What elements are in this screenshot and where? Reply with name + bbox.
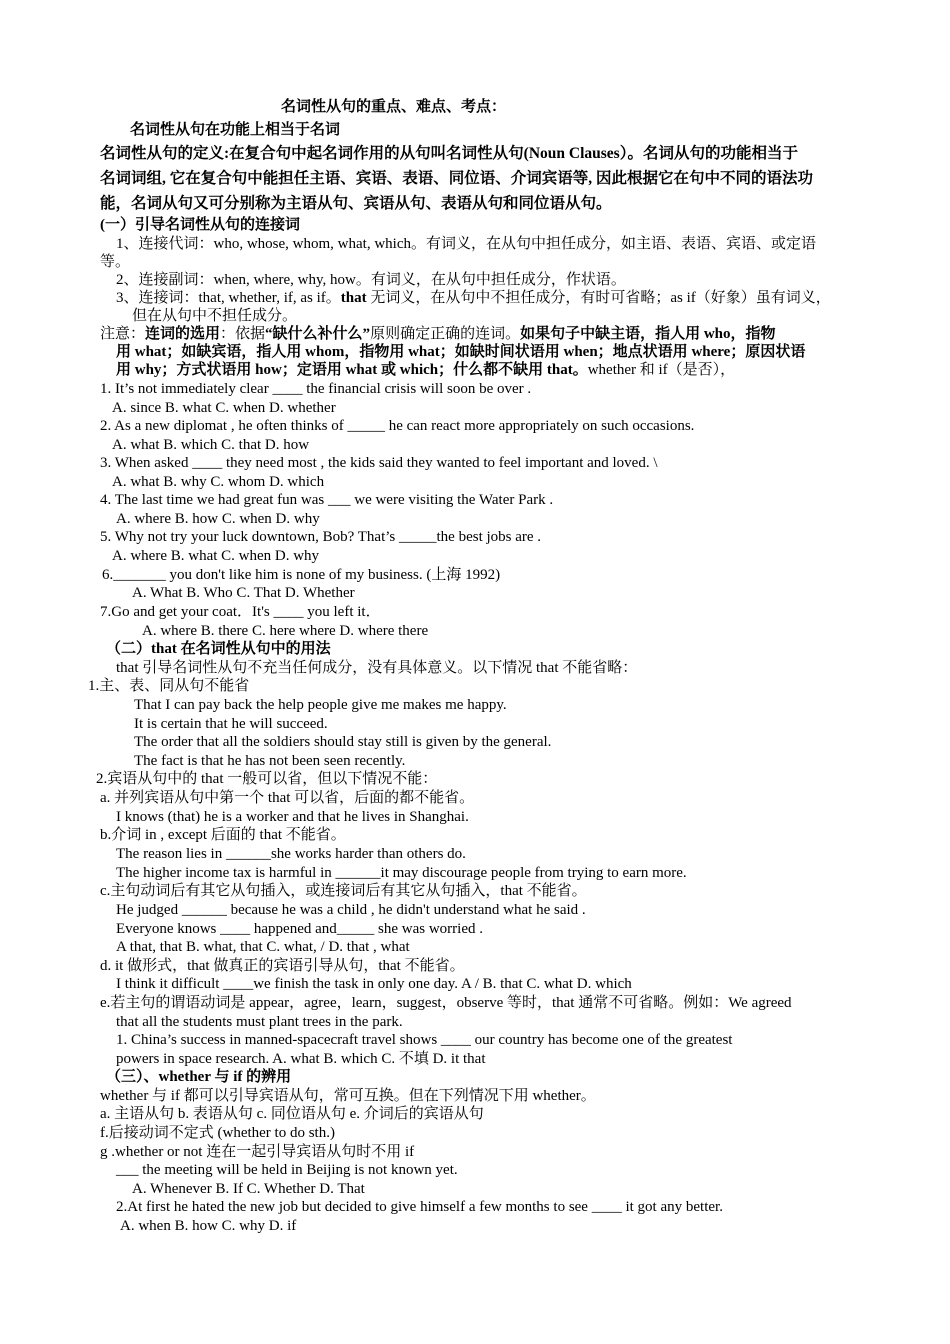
section-3-case-f: f.后接动词不定式 (whether to do sth.)	[100, 1125, 335, 1141]
section-2-case-e-cont: that all the students must plant trees in the park.	[116, 1014, 403, 1030]
section-2-case-e: e.若主句的谓语动词是 appear，agree，learn，suggest，observe 等时，that 通常不可省略。例如：We agreed	[100, 995, 792, 1011]
section-2-rule-2: 2.宾语从句中的 that 一般可以省，但以下情况不能：	[96, 771, 438, 787]
section-2-case-e-question: 1. China’s success in manned-spacecraft travel shows ____ our country has become one of the greatest	[116, 1032, 733, 1048]
section-2-case-b: b.介词 in , except 后面的 that 不能省。	[100, 827, 346, 843]
section-3-question-2: 2.At first he hated the new job but decided to give himself a few months to see ____ it got any better.	[116, 1199, 723, 1215]
section-3-question-1: ___ the meeting will be held in Beijing is not known yet.	[116, 1162, 458, 1178]
section-1-point-3: 3、连接词：that, whether, if, as if。that 无词义，在从句中不担任成分，有时可省略；as if（好象）虽有词义，	[116, 290, 831, 306]
quiz-question-6-options: A. What B. Who C. That D. Whether	[132, 585, 355, 601]
section-2-case-c-options: A that, that B. what, that C. what, / D. that , what	[116, 939, 410, 955]
section-2-rule-1-example-4: The fact is that he has not been seen recently.	[134, 753, 406, 769]
quiz-question-7-options: A. where B. there C. here where D. where there	[142, 623, 429, 639]
section-3-heading: （三）、whether 与 if 的辨用	[106, 1069, 292, 1085]
section-1-point-1-cont: 等。	[100, 254, 131, 270]
quiz-question-3-options: A. what B. why C. whom D. which	[112, 474, 325, 490]
section-2-case-d-example: I think it difficult ____we finish the task in only one day. A / B. that C. what D. which	[116, 976, 632, 992]
definition-line-2: 名词词组, 它在复合句中能担任主语、宾语、表语、同位语、介词宾语等, 因此根据它在句中不同的语法功	[100, 170, 814, 187]
section-2-rule-1-example-1: That I can pay back the help people give me makes me happy.	[134, 697, 507, 713]
section-2-case-b-example-2: The higher income tax is harmful in ______it may discourage people from trying to earn more.	[116, 865, 687, 881]
section-1-note-line-2: 用 what；如缺宾语，指人用 whom，指物用 what；如缺时间状语用 when；地点状语用 where；原因状语	[116, 344, 806, 360]
section-2-heading: （二）that 在名词性从句中的用法	[106, 641, 331, 657]
section-1-heading: (一）引导名词性从句的连接词	[100, 217, 300, 233]
section-2-rule-1-example-2: It is certain that he will succeed.	[134, 716, 328, 732]
section-2-case-a-example: I knows (that) he is a worker and that he lives in Shanghai.	[116, 809, 469, 825]
quiz-question-6: 6._______ you don't like him is none of my business. (上海 1992)	[102, 567, 501, 583]
section-2-case-a: a. 并列宾语从句中第一个 that 可以省，后面的都不能省。	[100, 790, 475, 806]
section-2-case-b-example-1: The reason lies in ______she works harder than others do.	[116, 846, 466, 862]
document-subtitle: 名词性从句在功能上相当于名词	[130, 122, 341, 138]
quiz-question-2: 2. As a new diplomat , he often thinks of _____ he can react more appropriately on such occasions.	[100, 418, 695, 434]
quiz-question-4-options: A. where B. how C. when D. why	[116, 511, 320, 527]
quiz-question-3: 3. When asked ____ they need most , the kids said they wanted to feel important and loved. \	[100, 455, 658, 471]
section-2-case-e-question-cont: powers in space research. A. what B. which C. 不填 D. it that	[116, 1051, 486, 1067]
section-2-case-c-example-2: Everyone knows ____ happened and_____ she was worried .	[116, 921, 483, 937]
quiz-question-5-options: A. where B. what C. when D. why	[112, 548, 320, 564]
document-title: 名词性从句的重点、难点、考点：	[281, 99, 507, 115]
section-3-intro: whether 与 if 都可以引导宾语从句，常可互换。但在下列情况下用 whether。	[100, 1088, 596, 1104]
quiz-question-2-options: A. what B. which C. that D. how	[112, 437, 310, 453]
section-3-question-2-options: A. when B. how C. why D. if	[120, 1218, 297, 1234]
section-3-cases: a. 主语从句 b. 表语从句 c. 同位语从句 e. 介词后的宾语从句	[100, 1106, 484, 1122]
section-1-note-line-3: 用 why；方式状语用 how；定语用 what 或 which；什么都不缺用 that。whether 和 if（是否），	[116, 362, 736, 378]
quiz-question-5: 5. Why not try your luck downtown, Bob? That’s _____the best jobs are .	[100, 529, 542, 545]
quiz-question-1: 1. It’s not immediately clear ____ the financial crisis will soon be over .	[100, 381, 532, 397]
section-1-point-1: 1、连接代词：who, whose, whom, what, which。有词义，在从句中担任成分，如主语、表语、宾语、或定语	[116, 236, 816, 252]
quiz-question-7: 7.Go and get your coat．It's ____ you left it．	[100, 604, 381, 620]
section-1-note: 注意：连词的选用：依据“缺什么补什么”原则确定正确的连词。如果句子中缺主语，指人用 who，指物	[100, 326, 776, 342]
section-3-case-g: g .whether or not 连在一起引导宾语从句时不用 if	[100, 1144, 415, 1160]
quiz-question-4: 4. The last time we had great fun was ___ we were visiting the Water Park .	[100, 492, 554, 508]
section-3-question-1-options: A. Whenever B. If C. Whether D. That	[132, 1181, 365, 1197]
section-2-case-c: c.主句动词后有其它从句插入，或连接词后有其它从句插入，that 不能省。	[100, 883, 587, 899]
section-1-point-2: 2、连接副词：when, where, why, how。有词义，在从句中担任成分，作状语。	[116, 272, 626, 288]
section-2-case-c-example-1: He judged ______ because he was a child , he didn't understand what he said .	[116, 902, 586, 918]
section-2-rule-1: 1.主、表、同从句不能省	[88, 678, 250, 694]
quiz-question-1-options: A. since B. what C. when D. whether	[112, 400, 336, 416]
definition-line-1: 名词性从句的定义:在复合句中起名词作用的从句叫名词性从句(Noun Clauses）。名词从句的功能相当于	[100, 145, 798, 162]
section-1-point-3-cont: 但在从句中不担任成分。	[132, 308, 298, 324]
section-2-case-d: d. it 做形式，that 做真正的宾语引导从句，that 不能省。	[100, 958, 465, 974]
section-2-rule-1-example-3: The order that all the soldiers should stay still is given by the general.	[134, 734, 552, 750]
definition-line-3: 能，名词从句又可分别称为主语从句、宾语从句、表语从句和同位语从句。	[100, 195, 612, 212]
section-2-intro: that 引导名词性从句不充当任何成分，没有具体意义。以下情况 that 不能省略：	[116, 660, 638, 676]
